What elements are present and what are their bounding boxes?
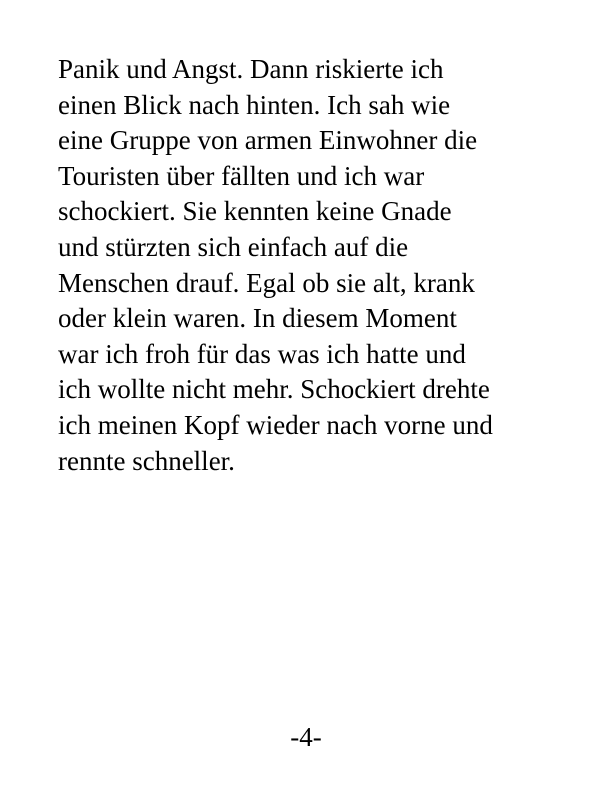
text-line: Menschen drauf. Egal ob sie alt, krank	[58, 267, 475, 298]
text-line: war ich froh für das was ich hatte und	[58, 338, 466, 369]
text-line: schockiert. Sie kennten keine Gnade	[58, 196, 452, 227]
text-line: ich meinen Kopf wieder nach vorne und	[58, 409, 493, 440]
text-line: und stürzten sich einfach auf die	[58, 231, 409, 262]
text-line: eine Gruppe von armen Einwohner die	[58, 125, 478, 156]
body-paragraph	[58, 52, 578, 479]
text-line: rennte schneller.	[58, 445, 235, 476]
text-line: ich wollte nicht mehr. Schockiert drehte	[58, 374, 490, 405]
text-line: Panik und Angst. Dann riskierte ich	[58, 54, 444, 84]
text-line: Touristen über fällten und ich war	[58, 160, 425, 191]
page-number: -4-	[290, 722, 322, 752]
text-line: oder klein waren. In diesem Moment	[58, 303, 457, 334]
text-line: einen Blick nach hinten. Ich sah wie	[58, 89, 451, 120]
